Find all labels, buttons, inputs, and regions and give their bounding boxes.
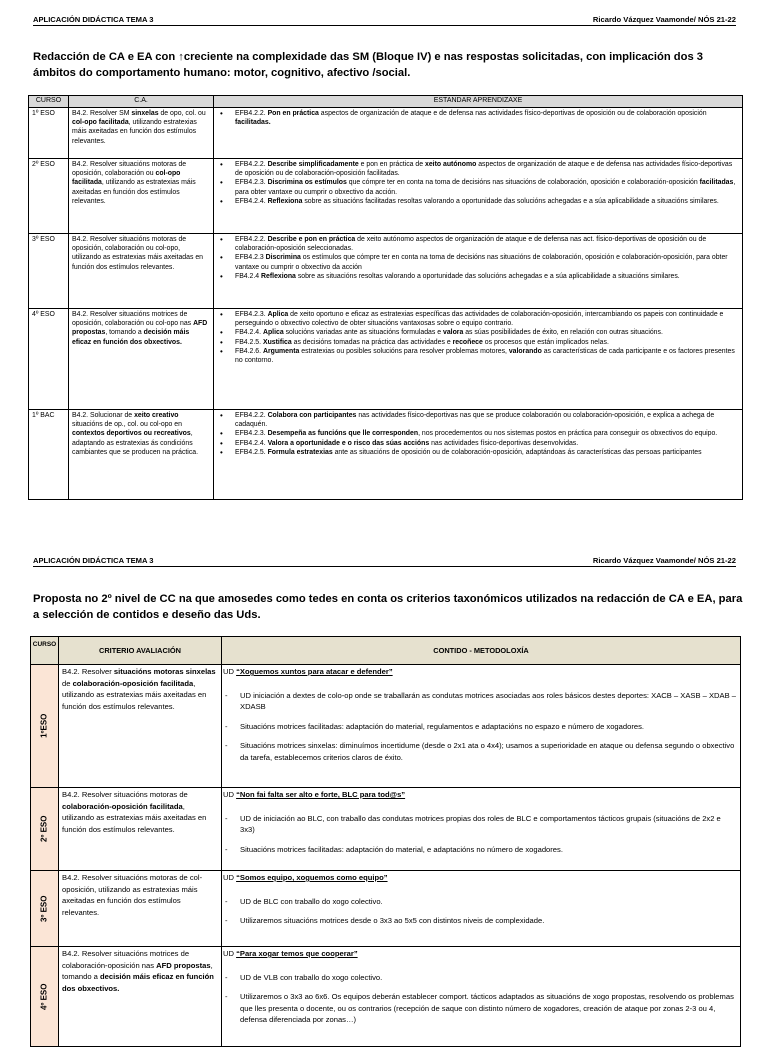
list-item	[220, 328, 738, 337]
content-cell	[222, 788, 741, 871]
section-heading: Proposta no 2º nivel de CC na que amosedes como tedes en conta os criterios taxonómicos utilizados na redacción de CA e EA, para a selección de contidos e deseño das Uds.	[33, 593, 743, 621]
page-header	[33, 554, 736, 567]
text-run: solucións variadas ante as situacións formuladas e	[283, 329, 443, 337]
text-run: de xeito oportuno e eficaz as estratexias específicas das actividades de colaboración-oposición, intercambiando os papeis con continuidade e perseguindo o obxectivo colectivo de obter situacións vantaxosas sobre o equipo contrario.	[235, 311, 724, 328]
text-run: colaboración-oposición facilitada	[62, 801, 183, 811]
text-run: de	[62, 678, 73, 688]
column-header: CRITERIO AVALIACIÓN	[59, 637, 222, 665]
header-right: Ricardo Vázquez Vaamonde/ NÓS 21-22	[592, 556, 736, 565]
text-run: Colabora con participantes	[267, 412, 357, 419]
text-run: sobre as situacións facilitadas resoltas valorando a oportunidade das solucións achegadas e a súa aplicabilidade a situacións similares.	[302, 197, 719, 205]
criterion-cell	[69, 234, 214, 309]
list-item	[220, 235, 738, 253]
text-run: , utilizando as estratexias máis axeitadas en función dos estímulos relevantes.	[62, 801, 207, 834]
text-run: facilitadas.	[235, 119, 271, 127]
text-run: , utilizando as estratexias máis axeitadas en función dos estímulos relevantes.	[72, 179, 196, 205]
list-item: - Situacións motrices facilitadas: adaptación do material, e adaptacións no número de xogadores.	[223, 844, 737, 856]
text-run: Formula estratexias	[267, 448, 333, 456]
text-run: , adaptando as estratexias ás condicións cambiantes que se producen na práctica.	[72, 430, 199, 456]
text-run: AFD propostas	[72, 320, 208, 337]
text-run: EFB4.2.2.	[235, 236, 268, 243]
standards-cell	[214, 309, 743, 410]
header-right: Ricardo Vázquez Vaamonde/ NÓS 21-22	[592, 15, 736, 24]
criterion-cell	[59, 788, 222, 871]
text-run: xeito creativo	[134, 412, 179, 419]
text-run: B4.2. Resolver situacións motoras de oposición, colaboración ou col-opo, utilizando as estratexias máis axeitadas en función dos estímulos relevantes.	[72, 236, 203, 271]
list-item: - Situacións motrices sinxelas: diminuímos incertidume (desde o 2x1 ata o 4x4); usamos a superioridade en ataque ou defensa segundo o obxectivo da tarefa, establecemos criterios claros de éxito.	[223, 740, 737, 763]
text-run: Describe e pon en práctica	[267, 236, 356, 243]
table-row	[31, 947, 741, 1047]
list-item: - Situacións motrices facilitadas: adaptación do material, regulamentos e adaptacións no espazo e número de xogadores.	[223, 721, 737, 733]
text-run: EFB4.2.5.	[235, 448, 268, 456]
course-cell	[31, 665, 59, 788]
standards-table	[28, 95, 743, 500]
text-run: EFB4.2.4.	[235, 197, 268, 205]
text-run: recoñece	[452, 338, 483, 346]
list-item	[220, 439, 738, 448]
course-cell: 3º ESO	[29, 234, 69, 309]
text-run: B4.2. Resolver situacións motrices de oposición, colaboración ou col-opo nas	[72, 311, 194, 328]
unit-name: “Non fai falta ser alto e forte, BLC para tod@s”	[236, 790, 406, 799]
header-left: APLICACIÓN DIDÁCTICA TEMA 3	[33, 556, 154, 565]
text-run: Describe simplificadamente	[267, 161, 359, 168]
text-run: EFB4.2.3.	[235, 179, 268, 187]
criterion-cell	[69, 410, 214, 500]
text-run: Reflexiona	[261, 272, 296, 280]
content-cell	[222, 665, 741, 788]
list-item: - UD de BLC con traballo do xogo colectivo.	[223, 896, 737, 908]
list-item	[220, 160, 738, 178]
text-run: B4.2. Resolver SM	[72, 110, 132, 117]
page-header	[33, 13, 736, 26]
unit-title	[223, 948, 737, 960]
list-item	[220, 411, 738, 429]
text-run: ante as situacións de oposición ou de colaboración-oposición, adaptándoas ás características das persoas participantes	[332, 448, 702, 456]
text-run: B4.2. Resolver situacións motrices de colaboración-oposición nas	[62, 949, 190, 970]
unit-name: “Somos equipo, xoguemos como equipo”	[236, 873, 388, 882]
text-run: xeito autónomo	[425, 161, 477, 168]
criterion-cell	[59, 665, 222, 788]
table-row	[29, 410, 743, 500]
text-run: B4.2. Solucionar de	[72, 412, 135, 419]
text-run: que cómpre ter en conta na toma de decisións nas situacións de colaboración, oposición e colaboración-oposición	[346, 179, 700, 187]
unit-title	[223, 872, 737, 884]
course-label: 2º ESO	[39, 815, 49, 843]
criterion-cell	[69, 108, 214, 159]
text-run: FB4.2.4	[235, 272, 262, 280]
text-run: colaboración-oposición facilitada	[72, 678, 194, 688]
unit-title	[223, 789, 737, 801]
text-run: de opo, col. ou	[158, 110, 206, 117]
criterion-cell	[59, 947, 222, 1047]
column-header: ESTANDAR APRENDIZAXE	[214, 96, 743, 108]
text-run: col-opo facilitada	[72, 170, 181, 187]
text-run: valorando	[508, 347, 542, 355]
list-item: - UD de VLB con traballo do xogo colectivo.	[223, 972, 737, 984]
text-run: EFB4.2.2.	[235, 161, 268, 168]
text-run: EFB4.2.3	[235, 254, 266, 262]
table-row	[31, 788, 741, 871]
table-row	[29, 108, 743, 159]
text-run: col-opo facilitada	[72, 119, 129, 127]
list-item	[220, 178, 738, 196]
list-item	[220, 347, 738, 365]
unit-prefix: UD	[223, 667, 237, 676]
text-run: e pon en práctica de	[358, 161, 425, 168]
text-run: Valora a oportunidade e o risco das súas accións	[267, 439, 430, 447]
text-run: Pon en práctica	[267, 110, 319, 117]
text-run: , nos procedementos ou nos sistemas postos en práctica para conseguir os obxectivos do equipo.	[418, 430, 718, 438]
list-item	[220, 310, 738, 328]
text-run: Discrimina	[265, 254, 301, 262]
text-run: B4.2. Resolver situacións motoras de	[62, 790, 188, 799]
text-run: valora	[443, 329, 464, 337]
text-run: Reflexiona	[267, 197, 303, 205]
text-run: os estímulos que cómpre ter en conta na toma de decisións nas situacións de colaboración, oposición e colaboración-oposición, para obter vantaxe ou cumprir o obxectivo da acción	[235, 254, 728, 271]
list-item	[220, 109, 738, 127]
text-run: as características de cada participante e os factores presentes no contorno.	[235, 347, 735, 365]
course-cell	[31, 788, 59, 871]
standards-list	[220, 109, 738, 127]
text-run: as súas posibilidades de éxito, en relación con outras situacións.	[463, 329, 663, 337]
text-run: aspectos de organización de ataque e de defensa nas actividades físico-deportivas de oposición ou de colaboración oposición	[318, 110, 707, 117]
course-cell	[31, 871, 59, 947]
unit-name: “Xoguemos xuntos para atacar e defender”	[236, 667, 393, 676]
unit-prefix: UD	[223, 949, 237, 958]
content-cell	[222, 871, 741, 947]
text-run: Aplica	[267, 311, 289, 318]
text-run: , utilizando as estratexias máis axeitadas en función dos estímulos relevantes.	[62, 678, 207, 711]
list-item	[220, 272, 738, 281]
course-label: 1ºESO	[39, 713, 49, 739]
list-item: - Utilizaremos situacións motrices desde o 3x3 ao 5x5 con distintos niveis de complexidade.	[223, 915, 737, 927]
unit-name: “Para xogar temos que cooperar”	[236, 949, 358, 958]
list-item	[220, 253, 738, 271]
table-row	[29, 309, 743, 410]
table-row	[29, 234, 743, 309]
list-item	[220, 448, 738, 457]
text-run: decisión máis eficaz en función dos obxectivos.	[72, 329, 190, 346]
standards-cell	[214, 410, 743, 500]
text-run: decisión máis eficaz en función dos obxectivos.	[62, 972, 214, 993]
text-run: sobre as situacións resoltas valorando a oportunidade das solucións achegadas e a súa aplicabilidade a situacións similares.	[295, 272, 680, 280]
list-item: - UD iniciación a dextes de colo-op onde se traballarán as condutas motrices asociadas aos roles básicos destes deportes: XACB – XASB – XDAB – XDASB	[223, 690, 737, 713]
text-run: B4.2. Resolver	[62, 667, 114, 676]
table-row	[31, 665, 741, 788]
column-header: CURSO	[29, 96, 69, 108]
text-run: EFB4.2.3.	[235, 430, 268, 438]
section-heading: Redacción de CA e EA con ↑creciente na complexidade das SM (Bloque IV) e nas respostas solicitadas, con implicación dos 3 ámbitos do comportamento humano: motor, cognitivo, afectivo /social.	[33, 51, 703, 79]
table-header-row	[31, 637, 741, 665]
text-run: estratexias ou posibles solucións para resolver problemas motores,	[299, 347, 509, 355]
text-run: Aplica	[262, 329, 284, 337]
text-run: facilitadas	[699, 179, 734, 187]
column-header: CURSO	[31, 637, 59, 665]
text-run: situacións motoras sinxelas	[113, 667, 216, 676]
text-run: as decisións tomadas na práctica das actividades e	[291, 338, 453, 346]
text-run: sinxelas	[131, 110, 159, 117]
table-header-row	[29, 96, 743, 108]
text-run: , para obter vantaxe ou cumprir o obxectivo da acción.	[235, 179, 736, 196]
course-cell: 2º ESO	[29, 159, 69, 234]
text-run: contextos deportivos ou recreativos	[72, 430, 191, 438]
course-cell	[31, 947, 59, 1047]
text-run: FB4.2.4.	[235, 329, 263, 337]
text-run: B4.2. Resolver situacións motoras de col-oposición, utilizando as estratexias máis axeitadas en función dos estímulos relevantes.	[62, 873, 203, 917]
standards-cell	[214, 234, 743, 309]
text-run: de xeito autónomo aspectos de organización de ataque e de defensa nas act. físico-deportivas de oposición ou de colaboración-oposición seleccionadas.	[235, 236, 707, 253]
standards-list	[220, 160, 738, 206]
text-run: EFB4.2.2.	[235, 412, 268, 419]
text-run: Argumenta	[262, 347, 300, 355]
text-run: , tomando a	[105, 329, 144, 337]
criterion-cell	[59, 871, 222, 947]
text-run: AFD propostas	[156, 960, 211, 970]
standards-list	[220, 411, 738, 457]
standards-cell	[214, 108, 743, 159]
text-run: FB4.2.6.	[235, 347, 263, 355]
text-run: EFB4.2.2.	[235, 110, 268, 117]
text-run: nas actividades físico-deportivas desenvolvidas.	[429, 439, 579, 447]
table-row	[29, 159, 743, 234]
table-row	[31, 871, 741, 947]
course-cell: 1º ESO	[29, 108, 69, 159]
text-run: aspectos de organización de ataque e de defensa nas actividades físico-deportivas de oposición ou de colaboración-oposición facilitadas.	[235, 161, 733, 178]
content-methodology-table	[30, 636, 741, 1047]
text-run: nas actividades físico-deportivas nas que se produce colaboración ou colaboración-oposición, e explica a achega de cadaquén.	[235, 412, 715, 429]
text-run: os procesos que están implicados nelas.	[482, 338, 609, 346]
unit-prefix: UD	[223, 790, 237, 799]
course-label: 4º ESO	[39, 983, 49, 1010]
standards-list	[220, 235, 738, 281]
text-run: Desempeña as funcións que lle corresponden	[267, 430, 419, 438]
content-cell	[222, 947, 741, 1047]
text-run: Xustifica	[262, 338, 292, 346]
criterion-cell	[69, 309, 214, 410]
unit-prefix: UD	[223, 873, 237, 882]
course-cell: 4º ESO	[29, 309, 69, 410]
text-run: , utilizando estratexias máis axeitadas en función dos estímulos relevantes.	[72, 119, 197, 145]
list-item: - Utilizaremos o 3x3 ao 6x6. Os equipos deberán establecer comport. tácticos adaptados as situacións de xogo propostas, resolvendo os problemas que lles presenta o docente, ou os contrarios (recepción de saque con distinto número de xogadores, creación de ataque por zonas 2-3 ou 4, defensa diferenciada por zonas…)	[223, 991, 737, 1026]
list-item	[220, 197, 738, 206]
text-run: , tomando a	[62, 960, 213, 981]
standards-cell	[214, 159, 743, 234]
list-item: - UD de iniciación ao BLC, con traballo das condutas motrices propias dos roles de BLC e comportamentos tácticos grupais (situacións de 2x2 e 3x3)	[223, 813, 737, 836]
text-run: situacións de op., col. ou col-opo en	[72, 421, 182, 429]
list-item	[220, 429, 738, 438]
standards-list	[220, 310, 738, 365]
course-cell: 1º BAC	[29, 410, 69, 500]
list-item	[220, 338, 738, 347]
text-run: EFB4.2.3.	[235, 311, 268, 318]
course-label: 3º ESO	[39, 895, 49, 922]
text-run: Discrimina os estímulos	[267, 179, 347, 187]
column-header: CONTIDO - METODOLOXÍA	[222, 637, 741, 665]
text-run: FB4.2.5.	[235, 338, 263, 346]
column-header: C.A.	[69, 96, 214, 108]
unit-title	[223, 666, 737, 678]
criterion-cell	[69, 159, 214, 234]
text-run: EFB4.2.4.	[235, 439, 268, 447]
text-run: B4.2. Resolver situacións motoras de oposición, colaboración ou	[72, 161, 187, 178]
header-left: APLICACIÓN DIDÁCTICA TEMA 3	[33, 15, 154, 24]
